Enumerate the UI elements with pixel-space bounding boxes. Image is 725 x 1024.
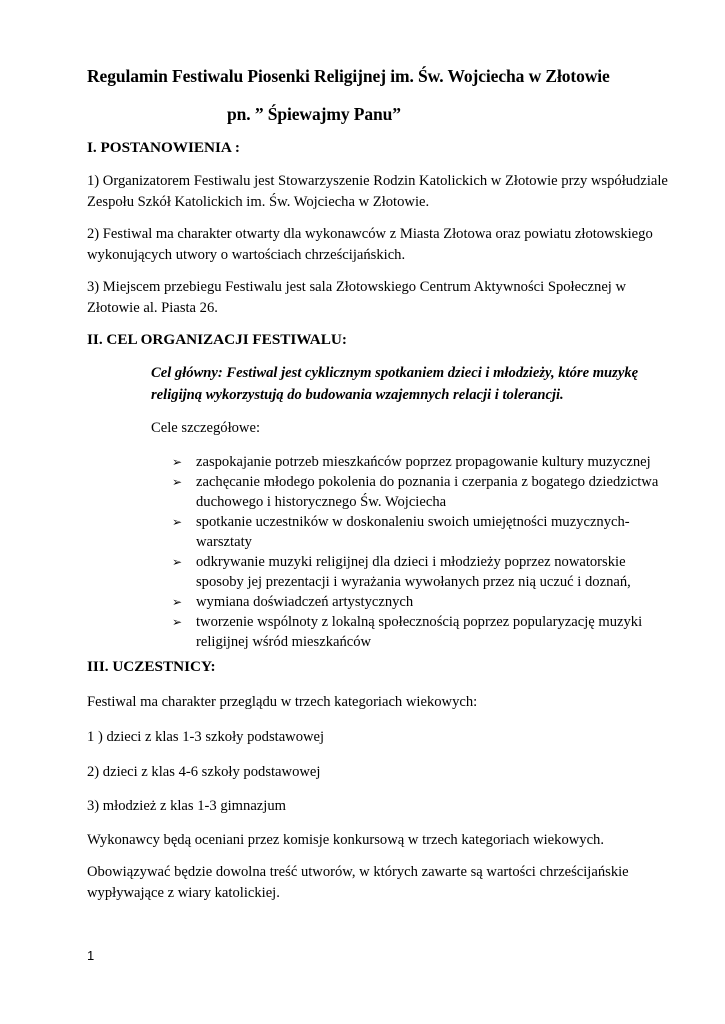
paragraph-venue — [87, 277, 626, 319]
category-1: 1 ) dzieci z klas 1-3 szkoły podstawowej — [87, 729, 325, 745]
list-item — [172, 472, 658, 512]
text-line: Złotowie al. Piasta 26. — [87, 300, 218, 316]
text-line: spotkanie uczestników w doskonaleniu swoich umiejętności muzycznych- — [196, 514, 630, 530]
text-line: Cel główny: Festiwal jest cyklicznym spotkaniem dzieci i młodzieży, które muzykę — [151, 365, 639, 381]
text-line: tworzenie wspólnoty z lokalną społecznością poprzez popularyzację muzyki — [196, 614, 643, 630]
arrow-bullet-icon: ➢ — [172, 515, 183, 529]
arrow-bullet-icon: ➢ — [172, 555, 183, 569]
text-line: religijnej wśród mieszkańców — [196, 634, 372, 650]
text-line: Obowiązywać będzie dowolna treść utworów, w których zawarte są wartości chrześcijańskie — [87, 864, 629, 880]
goals-list — [172, 452, 658, 652]
text-line: wymiana doświadczeń artystycznych — [196, 594, 414, 610]
detailed-goals-label: Cele szczegółowe: — [151, 420, 260, 436]
text-line: duchowego i historycznego Św. Wojciecha — [196, 494, 447, 510]
list-item — [172, 552, 658, 592]
paragraph-open-character — [87, 224, 653, 266]
text-line: zachęcanie młodego pokolenia do poznania i czerpania z bogatego dziedzictwa — [196, 474, 659, 490]
paragraph-organizer — [87, 171, 668, 213]
text-line: 3) Miejscem przebiegu Festiwalu jest sala Złotowskiego Centrum Aktywności Społecznej w — [87, 279, 627, 295]
text-line: odkrywanie muzyki religijnej dla dzieci i młodzieży poprzez nowatorskie — [196, 554, 626, 570]
text-line: zaspokajanie potrzeb mieszkańców poprzez propagowanie kultury muzycznej — [196, 454, 651, 470]
text-line: 2) Festiwal ma charakter otwarty dla wykonawców z Miasta Złotowa oraz powiatu złotowskiego — [87, 226, 653, 242]
page-number: 1 — [87, 948, 95, 963]
text-line: 1) Organizatorem Festiwalu jest Stowarzyszenie Rodzin Katolickich w Złotowie przy współudziale — [87, 173, 668, 189]
category-3: 3) młodzież z klas 1-3 gimnazjum — [87, 798, 286, 814]
section-heading-cel: II. CEL ORGANIZACJI FESTIWALU: — [87, 331, 347, 348]
list-item — [172, 592, 658, 612]
arrow-bullet-icon: ➢ — [172, 595, 183, 609]
participants-intro: Festiwal ma charakter przeglądu w trzech kategoriach wiekowych: — [87, 694, 478, 710]
section-heading-uczestnicy: III. UCZESTNICY: — [87, 658, 216, 675]
arrow-bullet-icon: ➢ — [172, 455, 183, 469]
list-item — [172, 512, 658, 552]
section-heading-postanowienia: I. POSTANOWIENIA : — [87, 139, 240, 156]
text-line: wypływające z wiary katolickiej. — [87, 885, 280, 901]
category-2: 2) dzieci z klas 4-6 szkoły podstawowej — [87, 764, 321, 780]
list-item — [172, 452, 658, 472]
arrow-bullet-icon: ➢ — [172, 475, 183, 489]
text-line: sposoby jej prezentacji i wyrażania wywołanych przez nią uczuć i doznań, — [196, 574, 631, 590]
text-line: religijną wykorzystują do budowania wzajemnych relacji i tolerancji. — [151, 387, 564, 403]
evaluation-note: Wykonawcy będą oceniani przez komisje konkursową w trzech kategoriach wiekowych. — [87, 832, 605, 848]
list-item — [172, 612, 658, 652]
text-line: wykonujących utwory o wartościach chrześcijańskich. — [87, 247, 406, 263]
text-line: Zespołu Szkół Katolickich im. Św. Wojciecha w Złotowie. — [87, 194, 430, 210]
main-goal — [151, 362, 638, 406]
repertoire-note — [87, 862, 629, 904]
text-line: warsztaty — [196, 534, 252, 550]
document-subtitle: pn. ” Śpiewajmy Panu” — [227, 104, 401, 124]
document-title: Regulamin Festiwalu Piosenki Religijnej im. Św. Wojciecha w Złotowie — [87, 66, 610, 86]
arrow-bullet-icon: ➢ — [172, 615, 183, 629]
